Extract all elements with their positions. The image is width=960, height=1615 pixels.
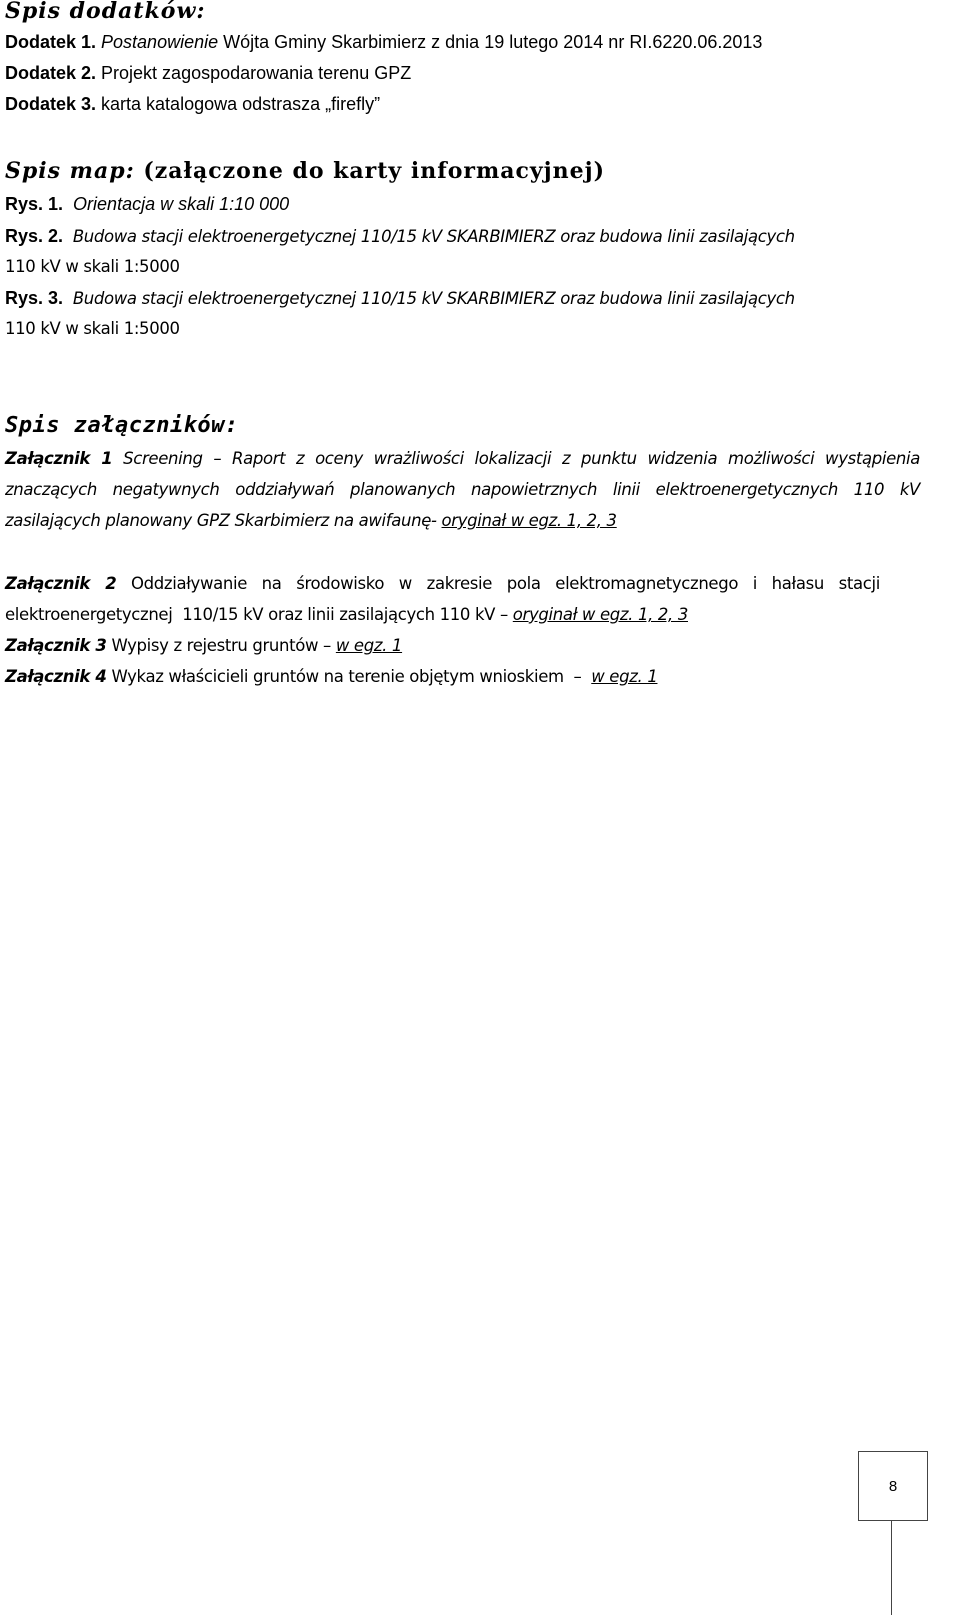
map-item-3 bbox=[5, 284, 795, 313]
appendix-item-2 bbox=[5, 59, 411, 88]
appendix-label: Dodatek 1. bbox=[5, 32, 97, 52]
appendix-text: Postanowienie bbox=[96, 32, 219, 52]
appendix-text: Projekt zagospodarowania terenu GPZ bbox=[96, 63, 412, 83]
attachment-label: Załącznik 2 bbox=[5, 574, 117, 593]
attachment-item-2 bbox=[5, 568, 885, 630]
attachments-heading: Spis załączników: bbox=[5, 413, 239, 438]
page-number-line bbox=[891, 1521, 892, 1615]
page-number bbox=[858, 1451, 928, 1521]
map-item-3-continuation: 110 kV w skali 1:5000 bbox=[5, 319, 180, 338]
appendix-label: Dodatek 3. bbox=[5, 94, 97, 114]
map-item-2-continuation: 110 kV w skali 1:5000 bbox=[5, 257, 180, 276]
appendix-label: Dodatek 2. bbox=[5, 63, 97, 83]
attachment-copies: w egz. 1 bbox=[591, 667, 658, 686]
appendix-text: karta katalogowa odstrasza „firefly” bbox=[96, 94, 381, 114]
maps-heading-title: Spis map: bbox=[5, 158, 135, 184]
attachment-text: Oddziaływanie na środowisko w zakresie pola elektromagnetycznego i hałasu stacji elektroenergetycznej 110/15 kV oraz linii zasilających 110 kV – bbox=[5, 574, 885, 624]
appendices-heading: Spis dodatków: bbox=[5, 0, 206, 24]
attachment-item-4 bbox=[5, 661, 657, 692]
maps-heading bbox=[5, 157, 605, 185]
appendix-item-1 bbox=[5, 28, 762, 57]
attachment-text: Screening – Raport z oceny wrażliwości lokalizacji z punktu widzenia możliwości wystąpienia znaczących negatywnych oddziaływań planowanych napowietrznych linii elektroenergetycznych 110 kV zasilających planowany GPZ Skarbimierz na awifaunę- bbox=[5, 449, 920, 530]
appendix-text-rest: Wójta Gminy Skarbimierz z dnia 19 lutego 2014 nr RI.6220.06.2013 bbox=[218, 32, 763, 52]
attachment-item-3 bbox=[5, 630, 402, 661]
appendix-item-3 bbox=[5, 90, 380, 119]
map-text: Budowa stacji elektroenergetycznej 110/15 kV SKARBIMIERZ oraz budowa linii zasilających bbox=[63, 227, 795, 246]
attachment-text: Wykaz właścicieli gruntów na terenie objętym wnioskiem – bbox=[106, 667, 592, 686]
map-text: Orientacja w skali 1:10 000 bbox=[63, 194, 290, 214]
map-item-1 bbox=[5, 190, 289, 219]
attachment-label: Załącznik 1 bbox=[5, 449, 113, 468]
map-label: Rys. 3. bbox=[5, 288, 64, 308]
attachment-label: Załącznik 4 bbox=[5, 667, 107, 686]
attachment-copies: oryginał w egz. 1, 2, 3 bbox=[512, 605, 688, 624]
attachment-copies: oryginał w egz. 1, 2, 3 bbox=[441, 511, 617, 530]
map-item-2 bbox=[5, 222, 795, 251]
map-label: Rys. 1. bbox=[5, 194, 64, 214]
map-text: Budowa stacji elektroenergetycznej 110/15 kV SKARBIMIERZ oraz budowa linii zasilających bbox=[63, 289, 795, 308]
attachment-copies: w egz. 1 bbox=[335, 636, 403, 655]
attachment-label: Załącznik 3 bbox=[5, 636, 107, 655]
map-label: Rys. 2. bbox=[5, 226, 64, 246]
attachment-text: Wypisy z rejestru gruntów – bbox=[106, 636, 336, 655]
maps-heading-note: (załączone do karty informacyjnej) bbox=[134, 158, 605, 184]
appendices-section bbox=[5, 0, 206, 25]
attachment-item-1 bbox=[5, 443, 920, 536]
page-number-value: 8 bbox=[888, 1477, 898, 1495]
